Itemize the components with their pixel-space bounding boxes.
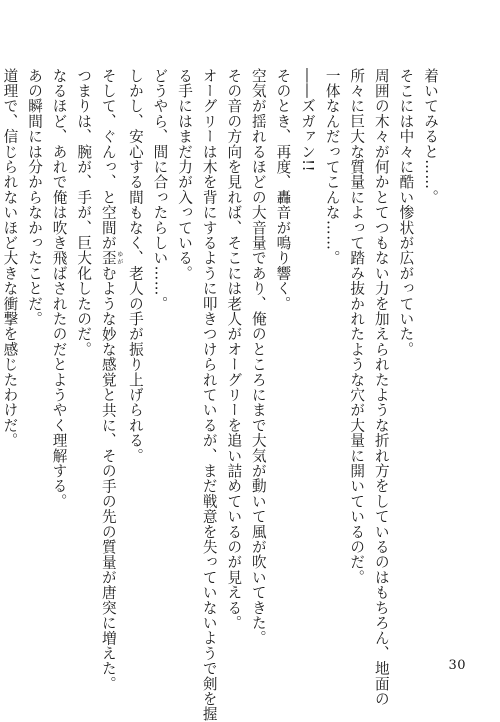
vertical-text-body: [0, 68, 442, 722]
ruby-reading: ゆが: [115, 250, 123, 266]
text-line: 所々に巨大な質量によって踏み抜かれたような穴が大量に開いているのだ。: [348, 68, 366, 585]
text-line: 空気が揺れるほどの大音量であり、俺のところにまで大気が動いて風が吹いてきた。: [249, 68, 267, 646]
text-line: 一体なんだってこんな……。: [323, 68, 341, 266]
text-line: オーグリーは木を背にするように叩きつけられているが、まだ戦意を失っていないようで剣を握: [200, 68, 218, 722]
text-line: どうやら、間に合ったらしい……。: [151, 68, 169, 312]
text-line: あの瞬間には分からなかったことだ。: [26, 68, 43, 327]
text-line: 着いてみると……。: [422, 68, 439, 205]
page-number: 30: [448, 658, 466, 673]
text-line: しかし、安心する間もなく、老人の手が振り上げられる。: [126, 68, 144, 464]
text-line: そこには中々に酷い惨状が広がっていた。: [397, 68, 415, 357]
text-line-with-ruby: そして、ぐんっ、と空間が歪 ゆがむような妙な感覚と共に、その手の先の質量が唐突に増えた。: [99, 68, 123, 692]
text-line: 道理で、信じられないほど大きな衝撃を感じたわけだ。: [1, 68, 19, 448]
text-line: なるほど、あれで俺は吹き飛ばされたのだとようやく理解する。: [50, 68, 68, 509]
ruby-annotation: 歪 ゆが: [99, 250, 123, 266]
text-line: その音の方向を見れば、そこには老人がオーグリーを追い詰めているのが見える。: [225, 68, 243, 631]
text-line: そのとき、再度、轟音が鳴り響く。: [274, 68, 292, 312]
text-line: つまりは、腕が、手が、巨大化したのだ。: [75, 68, 93, 357]
text-line: ――ズガァン!!: [299, 68, 317, 173]
text-line: る手にはまだ力が入っている。: [176, 68, 194, 281]
text-line: 周囲の木々が何かとてつもない力を加えられたような折れ方をしているのはもちろん、地面の: [372, 68, 390, 707]
